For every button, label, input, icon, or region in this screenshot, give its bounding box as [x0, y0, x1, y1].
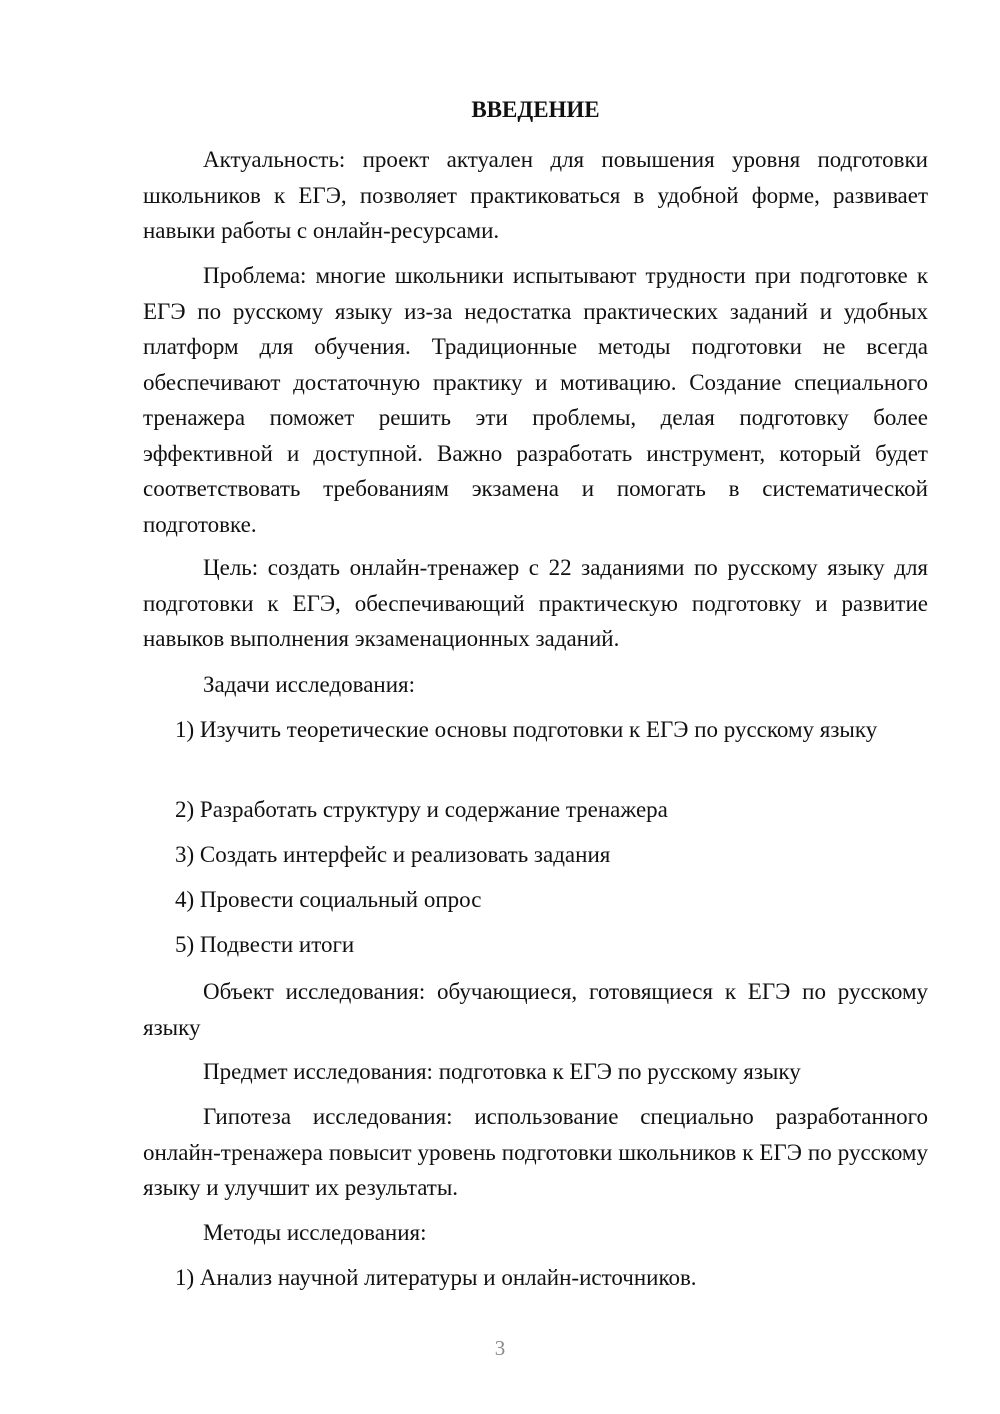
method-item: 1) Анализ научной литературы и онлайн-источников.: [175, 1265, 697, 1290]
problem-paragraph: Проблема: многие школьники испытывают трудности при подготовке к ЕГЭ по русскому языку из-за недостатка практических заданий и удобных платформ для обучения. Традиционные методы подготовки не всегда обеспечивают достаточную практику и мотивацию. Создание специального тренажера поможет решить эти проблемы, делая подготовку более эффективной и доступной. Важно разработать инструмент, который будет соответствовать требованиям экзамена и помогать в систематической подготовке.: [143, 263, 928, 537]
goal-paragraph: Цель: создать онлайн-тренажер с 22 заданиями по русскому языку для подготовки к ЕГЭ, обеспечивающий практическую подготовку и развитие навыков выполнения экзаменационных заданий.: [143, 555, 928, 651]
task-item: 2) Разработать структуру и содержание тренажера: [175, 797, 668, 822]
hypothesis-paragraph: Гипотеза исследования: использование специально разработанного онлайн-тренажера повысит уровень подготовки школьников к ЕГЭ по русскому языку и улучшит их результаты.: [143, 1104, 928, 1200]
task-item: 4) Провести социальный опрос: [175, 887, 482, 912]
task-item: 1) Изучить теоретические основы подготовки к ЕГЭ по русскому языку: [175, 717, 878, 742]
task-item: 5) Подвести итоги: [175, 932, 355, 957]
tasks-title: Задачи исследования:: [203, 672, 416, 697]
page-number: 3: [494, 1336, 506, 1360]
relevance-paragraph: Актуальность: проект актуален для повышения уровня подготовки школьников к ЕГЭ, позволяет практиковаться в удобной форме, развивает навыки работы с онлайн-ресурсами.: [143, 147, 928, 243]
subject-paragraph: Предмет исследования: подготовка к ЕГЭ по русскому языку: [203, 1059, 801, 1084]
page-title: ВВЕДЕНИЕ: [471, 97, 600, 122]
methods-title: Методы исследования:: [203, 1220, 427, 1245]
task-item: 3) Создать интерфейс и реализовать задания: [175, 842, 611, 867]
object-paragraph: Объект исследования: обучающиеся, готовящиеся к ЕГЭ по русскому языку: [143, 979, 928, 1040]
